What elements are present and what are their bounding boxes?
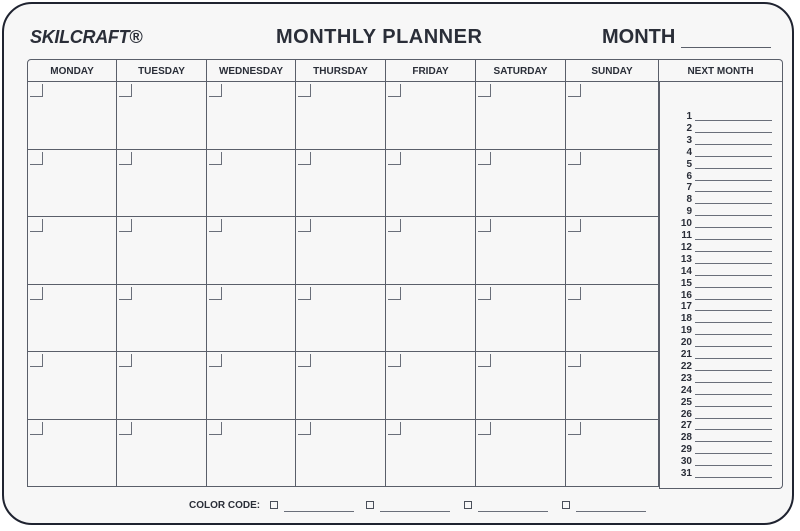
color-swatch-box[interactable] <box>562 501 570 509</box>
day-cell[interactable] <box>117 285 207 353</box>
write-line[interactable] <box>695 322 772 323</box>
date-number-box[interactable] <box>209 354 222 367</box>
date-number-box[interactable] <box>388 84 401 97</box>
date-number-box[interactable] <box>388 422 401 435</box>
write-line[interactable] <box>695 144 772 145</box>
next-month-column <box>659 82 783 489</box>
day-cell[interactable] <box>476 352 566 420</box>
day-cell[interactable] <box>27 82 117 150</box>
date-number-box[interactable] <box>30 287 43 300</box>
day-cell[interactable] <box>27 420 117 488</box>
day-cell[interactable] <box>566 82 659 150</box>
next-month-line[interactable] <box>670 349 778 361</box>
day-cell[interactable] <box>386 420 476 488</box>
next-month-header: NEXT MONTH <box>659 59 783 82</box>
next-month-line[interactable] <box>670 325 778 337</box>
date-number-box[interactable] <box>568 84 581 97</box>
write-line[interactable] <box>695 382 772 383</box>
next-month-day-number: 22 <box>680 360 692 372</box>
date-number-box[interactable] <box>568 354 581 367</box>
next-month-day-number: 16 <box>680 289 692 301</box>
next-month-line[interactable] <box>670 444 778 456</box>
date-number-box[interactable] <box>209 219 222 232</box>
next-month-line[interactable] <box>670 456 778 468</box>
day-cell[interactable] <box>476 82 566 150</box>
next-month-day-number: 23 <box>680 372 692 384</box>
write-line[interactable] <box>695 394 772 395</box>
date-number-box[interactable] <box>30 152 43 165</box>
next-month-day-number: 8 <box>686 194 692 206</box>
next-month-line[interactable] <box>670 230 778 242</box>
write-line[interactable] <box>695 358 772 359</box>
date-number-box[interactable] <box>298 422 311 435</box>
day-cell[interactable] <box>296 420 386 488</box>
date-number-box[interactable] <box>298 84 311 97</box>
color-code-label: COLOR CODE: <box>189 500 261 511</box>
date-number-box[interactable] <box>298 152 311 165</box>
month-label: MONTH <box>602 26 676 48</box>
write-line[interactable] <box>695 168 772 169</box>
write-line[interactable] <box>695 275 772 276</box>
day-header-saturday: SATURDAY <box>476 59 566 82</box>
color-code-legend <box>189 500 709 514</box>
day-cell[interactable] <box>386 285 476 353</box>
color-swatch-box[interactable] <box>366 501 374 509</box>
next-month-line[interactable] <box>670 111 778 123</box>
day-cell[interactable] <box>27 150 117 218</box>
date-number-box[interactable] <box>30 84 43 97</box>
next-month-line[interactable] <box>670 194 778 206</box>
write-line[interactable] <box>695 477 772 478</box>
write-line[interactable] <box>695 310 772 311</box>
color-code-write-line[interactable] <box>478 511 548 512</box>
next-month-day-number: 12 <box>680 241 692 253</box>
date-number-box[interactable] <box>209 84 222 97</box>
date-number-box[interactable] <box>388 152 401 165</box>
date-number-box[interactable] <box>119 152 132 165</box>
date-number-box[interactable] <box>298 354 311 367</box>
write-line[interactable] <box>695 429 772 430</box>
next-month-line[interactable] <box>670 147 778 159</box>
day-cell[interactable] <box>386 352 476 420</box>
next-month-line[interactable] <box>670 420 778 432</box>
color-code-slot[interactable] <box>270 501 360 513</box>
next-month-line[interactable] <box>670 123 778 135</box>
next-month-day-number: 31 <box>680 468 692 479</box>
next-month-line[interactable] <box>670 218 778 230</box>
date-number-box[interactable] <box>30 219 43 232</box>
date-number-box[interactable] <box>388 354 401 367</box>
next-month-day-number: 7 <box>686 182 692 194</box>
write-line[interactable] <box>695 453 772 454</box>
next-month-day-number: 26 <box>680 408 692 420</box>
next-month-day-number: 11 <box>681 230 692 241</box>
day-cell[interactable] <box>386 217 476 285</box>
next-month-day-number: 21 <box>680 349 692 360</box>
day-cell[interactable] <box>476 420 566 488</box>
day-cell[interactable] <box>296 82 386 150</box>
day-header-wednesday: WEDNESDAY <box>207 59 296 82</box>
next-month-day-number: 20 <box>680 337 692 349</box>
write-line[interactable] <box>695 406 772 407</box>
day-cell[interactable] <box>207 82 296 150</box>
date-number-box[interactable] <box>30 422 43 435</box>
next-month-day-number: 18 <box>680 313 692 325</box>
day-cell[interactable] <box>566 420 659 488</box>
next-month-line[interactable] <box>670 432 778 444</box>
next-month-day-number: 19 <box>680 325 692 337</box>
day-cell[interactable] <box>117 150 207 218</box>
write-line[interactable] <box>695 441 772 442</box>
date-number-box[interactable] <box>209 422 222 435</box>
day-cell[interactable] <box>117 82 207 150</box>
write-line[interactable] <box>695 227 772 228</box>
next-month-day-number: 30 <box>680 456 692 468</box>
write-line[interactable] <box>695 239 772 240</box>
write-line[interactable] <box>695 191 772 192</box>
color-swatch-box[interactable] <box>464 501 472 509</box>
next-month-day-number: 1 <box>686 111 692 122</box>
next-month-line[interactable] <box>670 301 778 313</box>
next-month-day-number: 29 <box>680 444 692 456</box>
next-month-line[interactable] <box>670 171 778 183</box>
color-code-write-line[interactable] <box>284 511 354 512</box>
color-code-write-line[interactable] <box>380 511 450 512</box>
day-cell[interactable] <box>27 352 117 420</box>
calendar-grid <box>27 59 783 489</box>
date-number-box[interactable] <box>568 152 581 165</box>
next-month-day-number: 24 <box>680 384 692 396</box>
write-line[interactable] <box>695 346 772 347</box>
date-number-box[interactable] <box>568 422 581 435</box>
next-month-day-number: 15 <box>680 277 692 289</box>
write-line[interactable] <box>695 132 772 133</box>
next-month-day-number: 3 <box>686 134 692 146</box>
write-line[interactable] <box>695 156 772 157</box>
date-number-box[interactable] <box>568 219 581 232</box>
write-line[interactable] <box>695 120 772 121</box>
day-cell[interactable] <box>566 150 659 218</box>
date-number-box[interactable] <box>30 354 43 367</box>
day-header-tuesday: TUESDAY <box>117 59 207 82</box>
day-cell[interactable] <box>207 352 296 420</box>
write-line[interactable] <box>695 215 772 216</box>
date-number-box[interactable] <box>119 422 132 435</box>
next-month-line[interactable] <box>670 135 778 147</box>
next-month-day-number: 6 <box>686 170 692 182</box>
date-number-box[interactable] <box>478 287 491 300</box>
day-cell[interactable] <box>296 352 386 420</box>
day-header-thursday: THURSDAY <box>296 59 386 82</box>
day-header-friday: FRIDAY <box>386 59 476 82</box>
date-number-box[interactable] <box>388 287 401 300</box>
write-line[interactable] <box>695 180 772 181</box>
next-month-day-number: 27 <box>680 420 692 432</box>
day-cell[interactable] <box>476 285 566 353</box>
next-month-line[interactable] <box>670 468 778 480</box>
next-month-line[interactable] <box>670 385 778 397</box>
next-month-line[interactable] <box>670 397 778 409</box>
day-header-monday: MONDAY <box>27 59 117 82</box>
next-month-line[interactable] <box>670 290 778 302</box>
next-month-day-number: 13 <box>680 253 692 265</box>
date-number-box[interactable] <box>478 84 491 97</box>
date-number-box[interactable] <box>119 84 132 97</box>
next-month-line[interactable] <box>670 278 778 290</box>
date-number-box[interactable] <box>209 287 222 300</box>
next-month-line[interactable] <box>670 361 778 373</box>
next-month-line[interactable] <box>670 206 778 218</box>
next-month-day-number: 9 <box>686 206 692 218</box>
date-number-box[interactable] <box>209 152 222 165</box>
day-cell[interactable] <box>566 352 659 420</box>
date-number-box[interactable] <box>478 152 491 165</box>
next-month-line[interactable] <box>670 313 778 325</box>
next-month-day-number: 17 <box>680 301 692 313</box>
next-month-day-number: 10 <box>680 218 692 230</box>
write-line[interactable] <box>695 299 772 300</box>
next-month-day-number: 4 <box>686 146 692 158</box>
color-code-write-line[interactable] <box>576 511 646 512</box>
day-cell[interactable] <box>117 420 207 488</box>
date-number-box[interactable] <box>119 219 132 232</box>
next-month-day-number: 2 <box>686 122 692 134</box>
color-code-slot[interactable] <box>562 501 652 513</box>
write-line[interactable] <box>695 203 772 204</box>
date-number-box[interactable] <box>119 354 132 367</box>
write-line[interactable] <box>695 465 772 466</box>
day-cell[interactable] <box>566 217 659 285</box>
day-cell[interactable] <box>117 352 207 420</box>
day-cell[interactable] <box>296 285 386 353</box>
next-month-line[interactable] <box>670 337 778 349</box>
write-line[interactable] <box>695 418 772 419</box>
write-line[interactable] <box>695 251 772 252</box>
date-number-box[interactable] <box>119 287 132 300</box>
next-month-line[interactable] <box>670 266 778 278</box>
next-month-line[interactable] <box>670 159 778 171</box>
day-cell[interactable] <box>27 285 117 353</box>
date-number-box[interactable] <box>478 422 491 435</box>
day-cell[interactable] <box>207 420 296 488</box>
month-write-line[interactable] <box>681 47 771 48</box>
day-cell[interactable] <box>207 217 296 285</box>
planner-title: MONTHLY PLANNER <box>276 26 483 48</box>
write-line[interactable] <box>695 263 772 264</box>
day-cell[interactable] <box>27 217 117 285</box>
day-cell[interactable] <box>566 285 659 353</box>
next-month-line[interactable] <box>670 409 778 421</box>
day-cell[interactable] <box>476 217 566 285</box>
next-month-day-number: 28 <box>680 432 692 444</box>
color-code-slot[interactable] <box>464 501 554 513</box>
next-month-line[interactable] <box>670 182 778 194</box>
brand-logo: SKILCRAFT® <box>30 27 143 47</box>
next-month-line[interactable] <box>670 242 778 254</box>
day-cell[interactable] <box>207 285 296 353</box>
next-month-day-number: 14 <box>680 265 692 277</box>
date-number-box[interactable] <box>568 287 581 300</box>
next-month-line[interactable] <box>670 254 778 266</box>
day-cell[interactable] <box>476 150 566 218</box>
next-month-day-number: 5 <box>686 158 692 170</box>
date-number-box[interactable] <box>388 219 401 232</box>
date-number-box[interactable] <box>478 354 491 367</box>
day-cell[interactable] <box>117 217 207 285</box>
next-month-line[interactable] <box>670 373 778 385</box>
color-swatch-box[interactable] <box>270 501 278 509</box>
day-cell[interactable] <box>386 82 476 150</box>
day-cell[interactable] <box>296 150 386 218</box>
day-cell[interactable] <box>207 150 296 218</box>
write-line[interactable] <box>695 370 772 371</box>
day-cell[interactable] <box>386 150 476 218</box>
color-code-slot[interactable] <box>366 501 456 513</box>
date-number-box[interactable] <box>478 219 491 232</box>
planner-board <box>2 2 794 525</box>
next-month-day-number: 25 <box>680 396 692 408</box>
write-line[interactable] <box>695 287 772 288</box>
date-number-box[interactable] <box>298 287 311 300</box>
day-cell[interactable] <box>296 217 386 285</box>
date-number-box[interactable] <box>298 219 311 232</box>
day-header-sunday: SUNDAY <box>566 59 659 82</box>
write-line[interactable] <box>695 334 772 335</box>
